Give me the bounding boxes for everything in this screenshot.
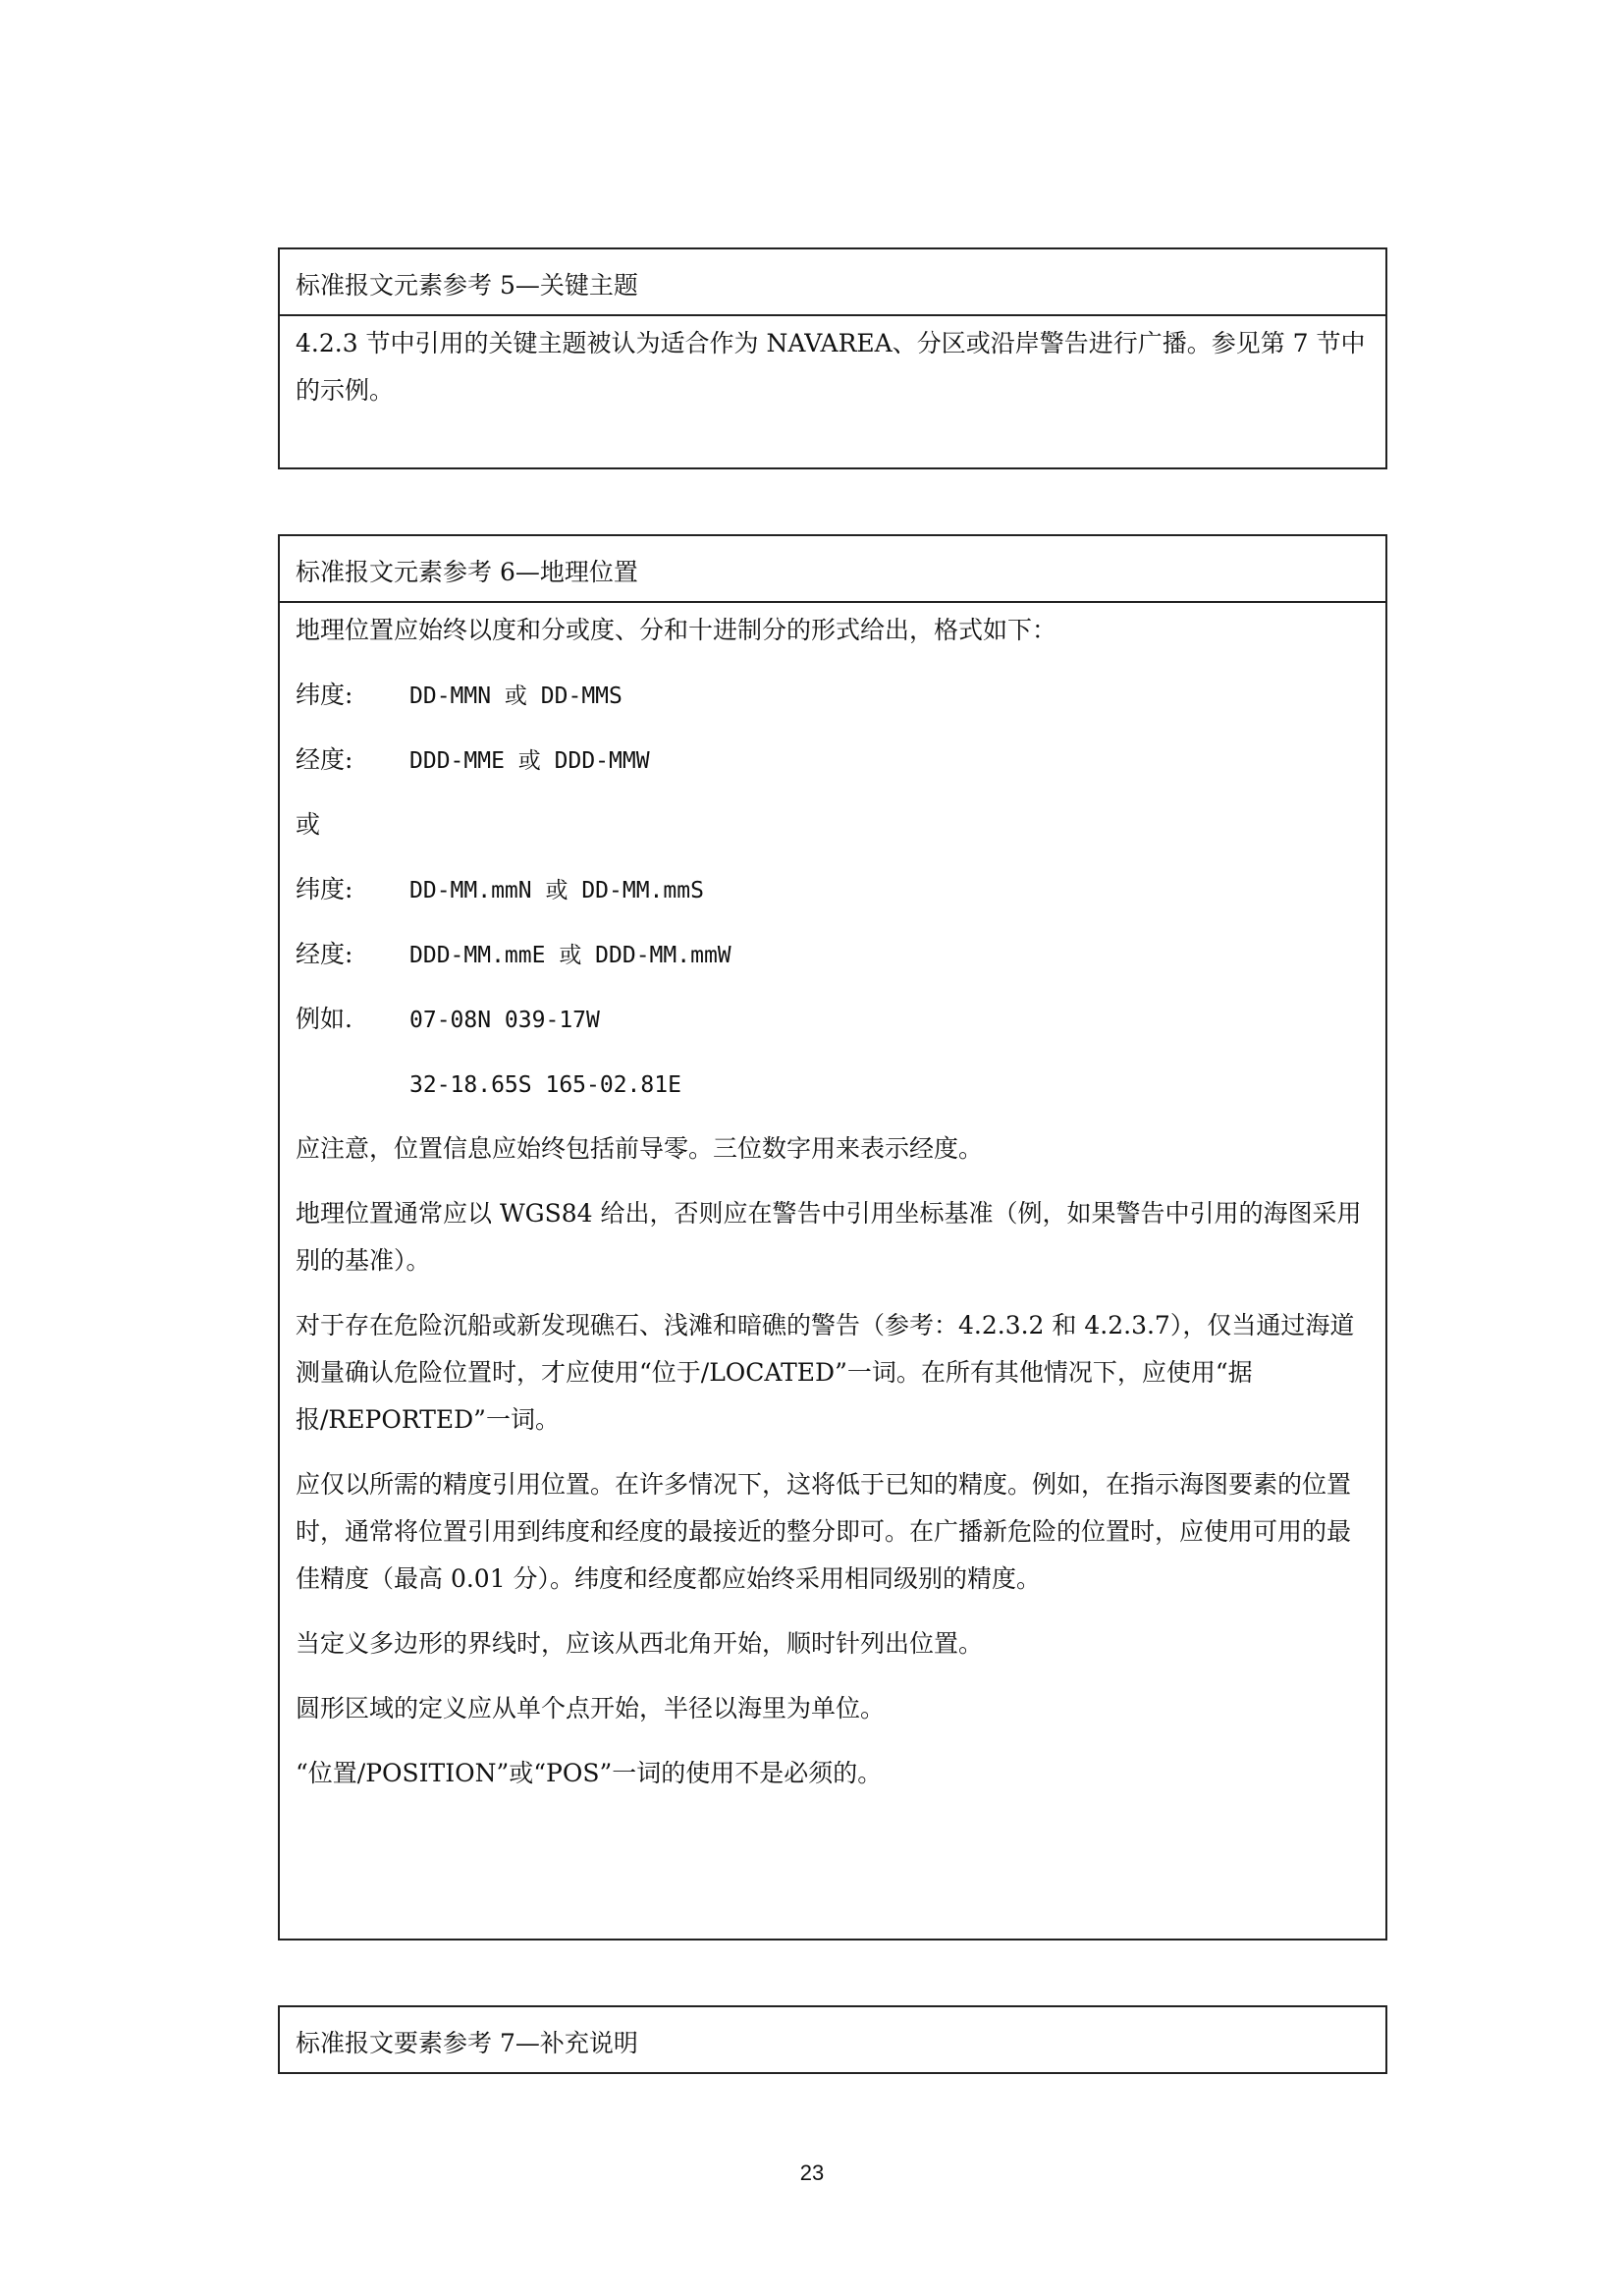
- section-6-body: [280, 603, 1385, 1797]
- paragraph-position-word: “位置/POSITION”或“POS”一词的使用不是必须的。: [296, 1759, 883, 1787]
- example-line-1: [296, 996, 1370, 1043]
- longitude-label: 经度:: [296, 940, 353, 968]
- section-5-box: [278, 247, 1387, 469]
- example-value-1: 07-08N 039-17W: [409, 1008, 600, 1033]
- paragraph-polygon: 当定义多边形的界线时，应该从西北角开始，顺时针列出位置。: [296, 1629, 984, 1658]
- section-6-title: 标准报文元素参考 6—地理位置: [280, 536, 1385, 603]
- longitude-format-2: [296, 931, 1370, 978]
- paragraph-precision: 应仅以所需的精度引用位置。在许多情况下，这将低于已知的精度。例如，在指示海图要素的位置时，通常将位置引用到纬度和经度的最接近的整分即可。在广播新危险的位置时，应使用可用的最佳精度（最高 0.01 分）。纬度和经度都应始终采用相同级别的精度。: [296, 1470, 1352, 1593]
- page-number: 23: [799, 2160, 825, 2185]
- intro-line: 地理位置应始终以度和分或度、分和十进制分的形式给出，格式如下：: [296, 616, 1057, 644]
- section-6-box: [278, 534, 1387, 1941]
- section-5-body: [280, 316, 1385, 414]
- section-7-title: 标准报文要素参考 7—补充说明: [296, 2029, 638, 2057]
- paragraph-leading-zeros: 应注意，位置信息应始终包括前导零。三位数字用来表示经度。: [296, 1134, 984, 1163]
- example-label: 例如.: [296, 1005, 352, 1033]
- example-line-2: [296, 1061, 1370, 1108]
- latitude-value: DD-MM.mmN 或 DD-MM.mmS: [409, 878, 704, 903]
- example-value-2: 32-18.65S 165-02.81E: [409, 1072, 681, 1098]
- longitude-format-1: [296, 737, 1370, 784]
- paragraph-wgs84: 地理位置通常应以 WGS84 给出，否则应在警告中引用坐标基准（例，如果警告中引用的海图采用别的基准）。: [296, 1199, 1362, 1275]
- latitude-format-1: [296, 672, 1370, 719]
- or-line: 或: [296, 810, 321, 839]
- latitude-value: DD-MMN 或 DD-MMS: [409, 683, 623, 709]
- paragraph-located-reported: 对于存在危险沉船或新发现礁石、浅滩和暗礁的警告（参考：4.2.3.2 和 4.2.3.7），仅当通过海道测量确认危险位置时，才应使用“位于/LOCATED”一词。在所有其他情况下，应使用“据报/REPORTED”一词。: [296, 1311, 1355, 1434]
- latitude-label: 纬度:: [296, 681, 353, 709]
- longitude-label: 经度:: [296, 745, 353, 774]
- longitude-value: DDD-MM.mmE 或 DDD-MM.mmW: [409, 943, 731, 968]
- section-7-box: [278, 2005, 1387, 2074]
- longitude-value: DDD-MME 或 DDD-MMW: [409, 748, 650, 774]
- latitude-label: 纬度:: [296, 875, 353, 903]
- section-5-title: 标准报文元素参考 5—关键主题: [280, 249, 1385, 316]
- latitude-format-2: [296, 866, 1370, 913]
- paragraph-circle: 圆形区域的定义应从单个点开始，半径以海里为单位。: [296, 1694, 886, 1722]
- section-5-text: 4.2.3 节中引用的关键主题被认为适合作为 NAVAREA、分区或沿岸警告进行广播。参见第 7 节中的示例。: [296, 329, 1366, 405]
